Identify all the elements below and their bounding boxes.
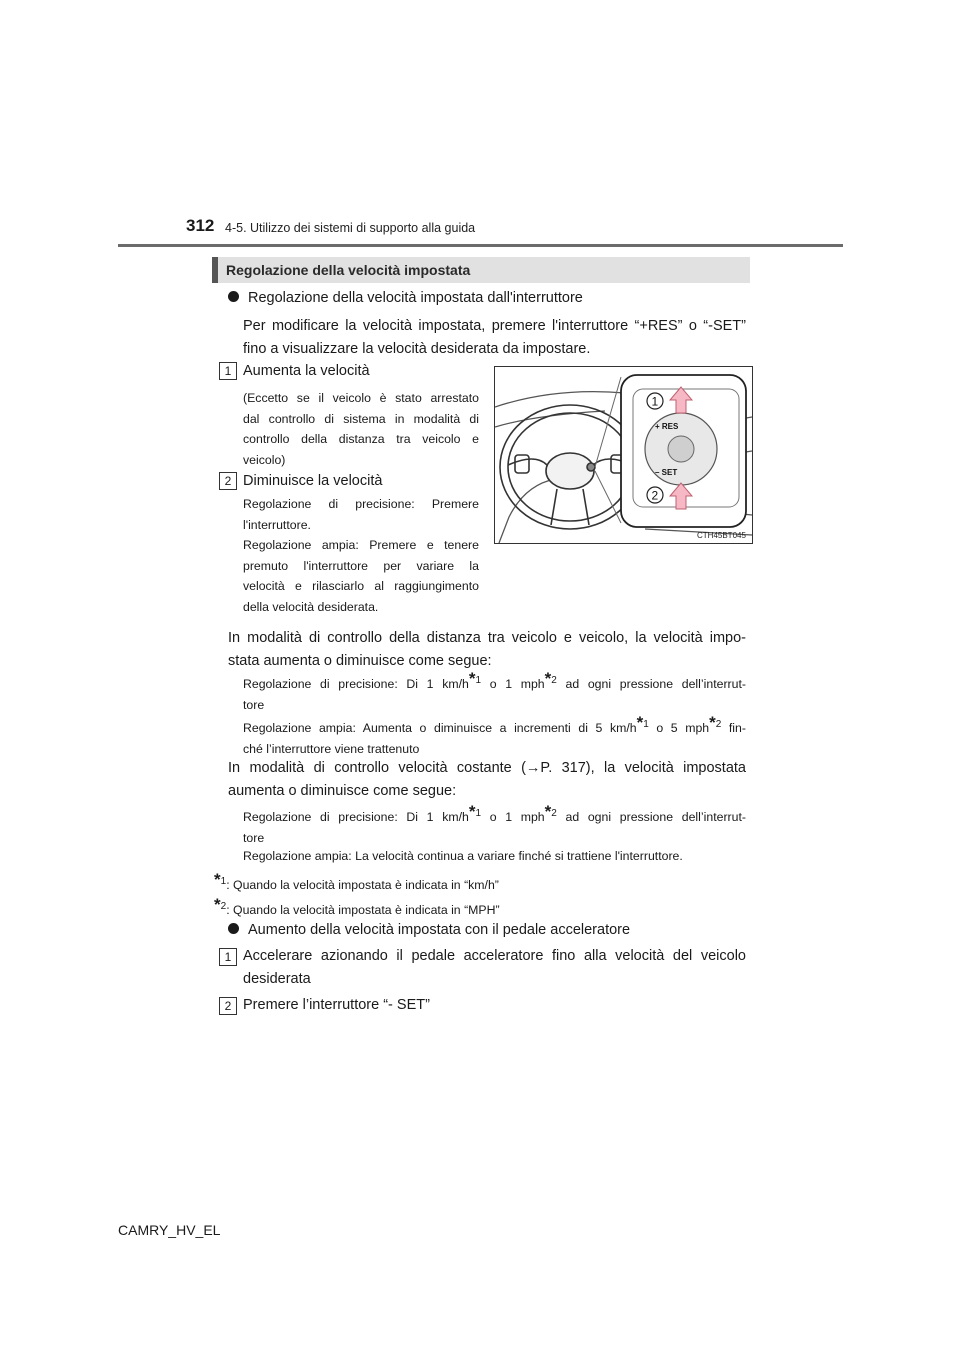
distance-mode-paragraph: In modalità di controllo della distanza tra veicolo e veicolo, la velocità impo- stata aumenta o diminuisce come segue: [228,630,746,669]
item-note-wide: Regolazione ampia: Premere e tenere premuto l'interruttore per variare la velocità e rilasciarlo al raggiungimento della velocità desiderata. [243,538,479,614]
constant-mode-fine: Regolazione di precisione: Di 1 km/h*$^1$ o 1 mph*$^2$ ad ogni pressione dell’interrut- tore [243,802,746,845]
item-number-1: 1 [219,362,237,380]
section-heading-bar [212,257,750,283]
steering-wheel-illustration [495,367,752,543]
distance-mode-wide: Regolazione ampia: Aumenta o diminuisce a incrementi di 5 km/h*$^1$ o 5 mph*$^2$ fin- ché l’interruttore viene trattenuto [243,713,746,756]
header-divider [118,244,843,247]
constant-mode-paragraph: In modalità di controllo velocità costante (→P. 317), la velocità impostata aumenta o diminuisce come segue: [228,760,746,799]
step-1-text: Accelerare azionando il pedale acceleratore fino alla velocità del veicolo desiderata [243,948,746,987]
callout-1: 1 [651,394,659,409]
footnote-1: *$^1$: Quando la velocità impostata è indicata in “km/h” [214,870,499,892]
page-number: 312 [186,216,215,235]
constant-mode-wide: Regolazione ampia: La velocità continua a variare finché si trattiene l'interruttore. [243,849,683,863]
section-marker [212,257,218,283]
document-code: CAMRY_HV_EL [118,1222,221,1238]
figure-code: CTH45BT045 [697,531,746,540]
callout-2: 2 [651,488,659,503]
item-note-fine: Regolazione di precisione: Premere l'interruttore. [243,497,479,532]
step-2-text: Premere l’interruttore “- SET” [243,997,430,1013]
item-note-increase: (Eccetto se il veicolo è stato arrestato dal controllo di sistema in modalità di controllo della distanza tra veicolo e veicolo) [243,391,479,467]
intro-paragraph: Per modificare la velocità impostata, premere l'interruttore “+RES” o “-SET” fino a visualizzare la velocità desiderata da impostare. [243,318,746,357]
step-number-2: 2 [219,997,237,1015]
bullet-icon [228,923,239,934]
footnote-2: *$^2$: Quando la velocità impostata è indicata in “MPH” [214,895,500,917]
dashboard-line [495,411,605,427]
bullet-heading-switch: Regolazione della velocità impostata dall'interruttore [228,287,758,310]
distance-mode-fine: Regolazione di precisione: Di 1 km/h*$^1$ o 1 mph*$^2$ ad ogni pressione dell’interrut- tore [243,669,746,712]
dashboard-line [495,392,625,407]
steering-switch-figure [494,366,753,544]
set-label: – SET [655,468,678,477]
res-label: + RES [655,422,679,431]
step-number-1: 1 [219,948,237,966]
section-title: Regolazione della velocità impostata [226,262,471,278]
item-title-increase: Aumenta la velocità [243,363,370,379]
item-title-decrease: Diminuisce la velocità [243,473,383,489]
bullet-icon [228,291,239,302]
column-line [499,479,555,543]
chapter-title: 4-5. Utilizzo dei sistemi di supporto alla guida [225,221,476,235]
bullet-heading-pedal: Aumento della velocità impostata con il pedale acceleratore [228,919,758,942]
steering-wheel [500,405,640,529]
item-number-2: 2 [219,472,237,490]
